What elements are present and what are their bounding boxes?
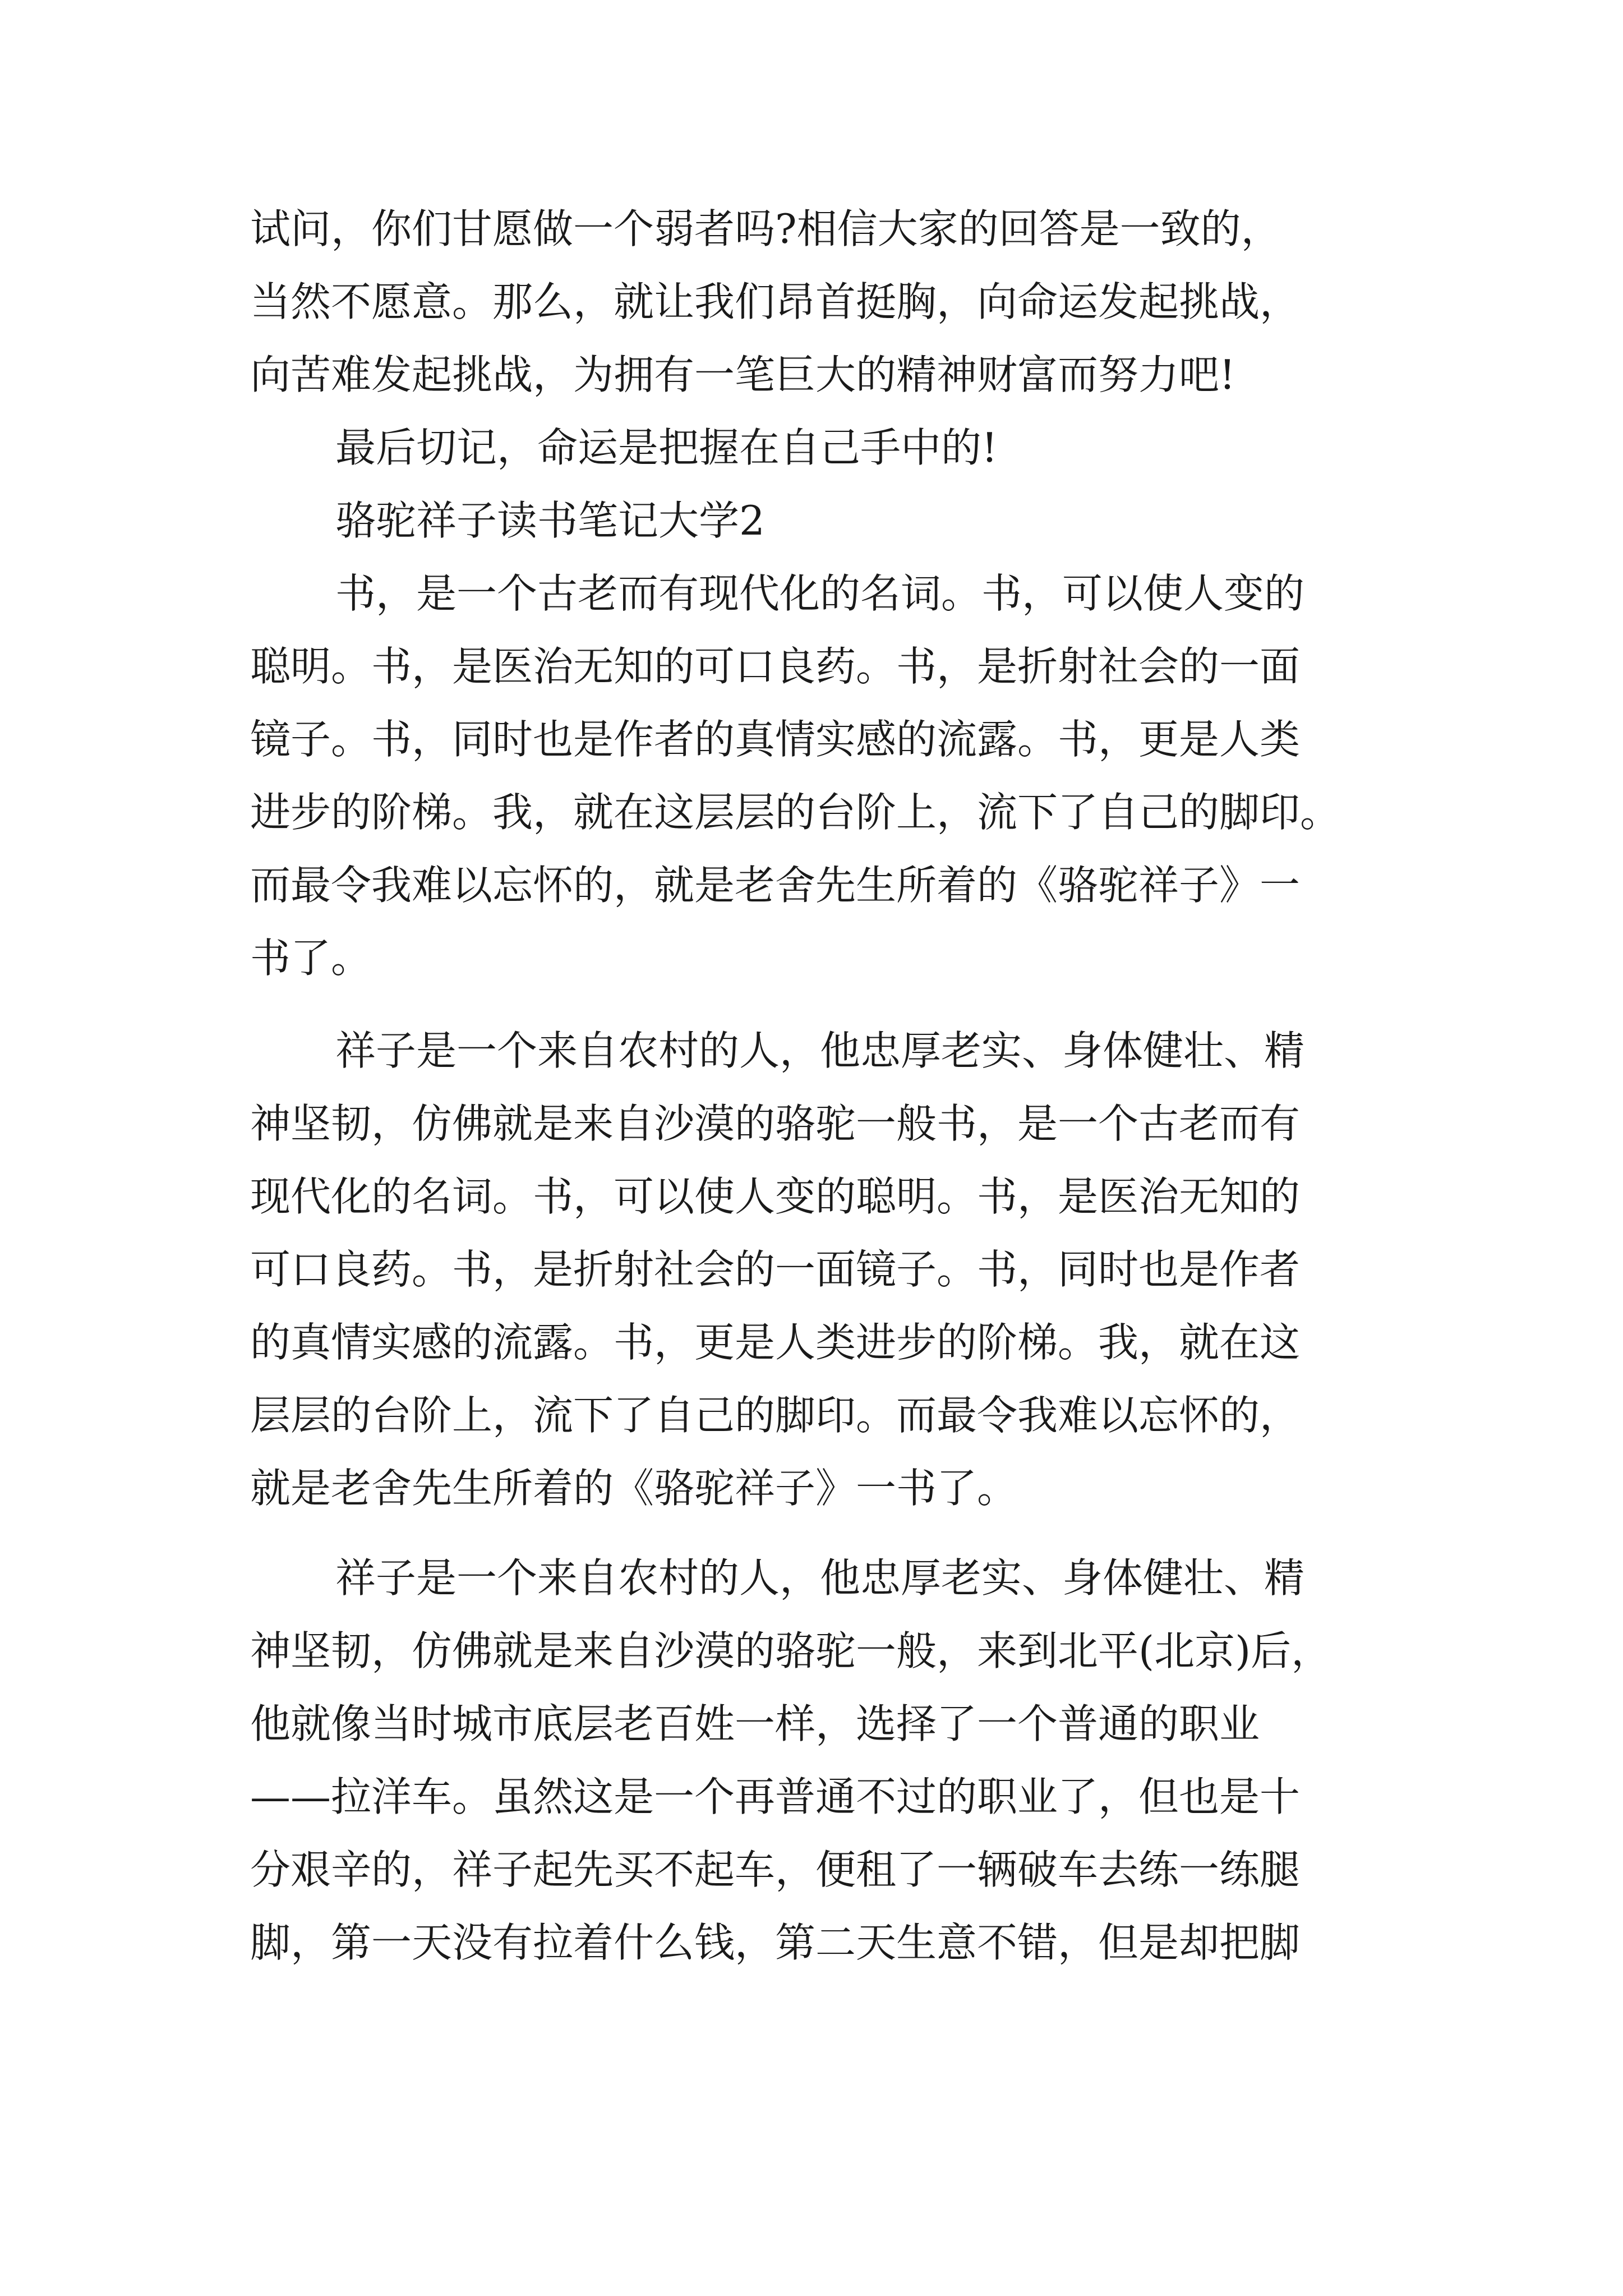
text-line: 分艰辛的，祥子起先买不起车，便租了一辆破车去练一练腿 bbox=[250, 1846, 1301, 1893]
text-line: 最后切记，命运是把握在自己手中的! bbox=[335, 424, 998, 471]
text-line: 就是老舍先生所着的《骆驼祥子》一书了。 bbox=[250, 1465, 1018, 1512]
text-line: 聪明。书，是医治无知的可口良药。书，是折射社会的一面 bbox=[250, 643, 1301, 690]
text-line: 脚，第一天没有拉着什么钱，第二天生意不错，但是却把脚 bbox=[250, 1919, 1301, 1966]
text-line: 的真情实感的流露。书，更是人类进步的阶梯。我，就在这 bbox=[250, 1319, 1301, 1366]
text-line: 神坚韧，仿佛就是来自沙漠的骆驼一般，来到北平(北京)后， bbox=[250, 1627, 1332, 1674]
text-line: 层层的台阶上，流下了自己的脚印。而最令我难以忘怀的， bbox=[250, 1392, 1301, 1439]
text-line: 现代化的名词。书，可以使人变的聪明。书，是医治无知的 bbox=[250, 1173, 1301, 1220]
text-line: 而最令我难以忘怀的，就是老舍先生所着的《骆驼祥子》一 bbox=[250, 862, 1301, 909]
text-line: 祥子是一个来自农村的人，他忠厚老实、身体健壮、精 bbox=[335, 1554, 1305, 1602]
text-line: 向苦难发起挑战，为拥有一笔巨大的精神财富而努力吧! bbox=[250, 351, 1235, 398]
text-line: ——拉洋车。虽然这是一个再普通不过的职业了，但也是十 bbox=[250, 1773, 1301, 1820]
text-line: 镜子。书，同时也是作者的真情实感的流露。书，更是人类 bbox=[250, 716, 1301, 763]
text-line: 书，是一个古老而有现代化的名词。书，可以使人变的 bbox=[335, 570, 1305, 617]
text-line: 试问，你们甘愿做一个弱者吗?相信大家的回答是一致的， bbox=[250, 205, 1281, 252]
text-line: 进步的阶梯。我，就在这层层的台阶上，流下了自己的脚印。 bbox=[250, 789, 1341, 836]
text-line: 书了。 bbox=[250, 935, 372, 982]
text-line: 神坚韧，仿佛就是来自沙漠的骆驼一般书，是一个古老而有 bbox=[250, 1100, 1301, 1147]
text-line: 他就像当时城市底层老百姓一样，选择了一个普通的职业 bbox=[250, 1700, 1260, 1747]
text-line: 当然不愿意。那么，就让我们昂首挺胸，向命运发起挑战， bbox=[250, 278, 1301, 325]
text-line: 祥子是一个来自农村的人，他忠厚老实、身体健壮、精 bbox=[335, 1027, 1305, 1074]
text-line: 可口良药。书，是折射社会的一面镜子。书，同时也是作者 bbox=[250, 1246, 1301, 1293]
section-heading: 骆驼祥子读书笔记大学2 bbox=[335, 497, 765, 544]
